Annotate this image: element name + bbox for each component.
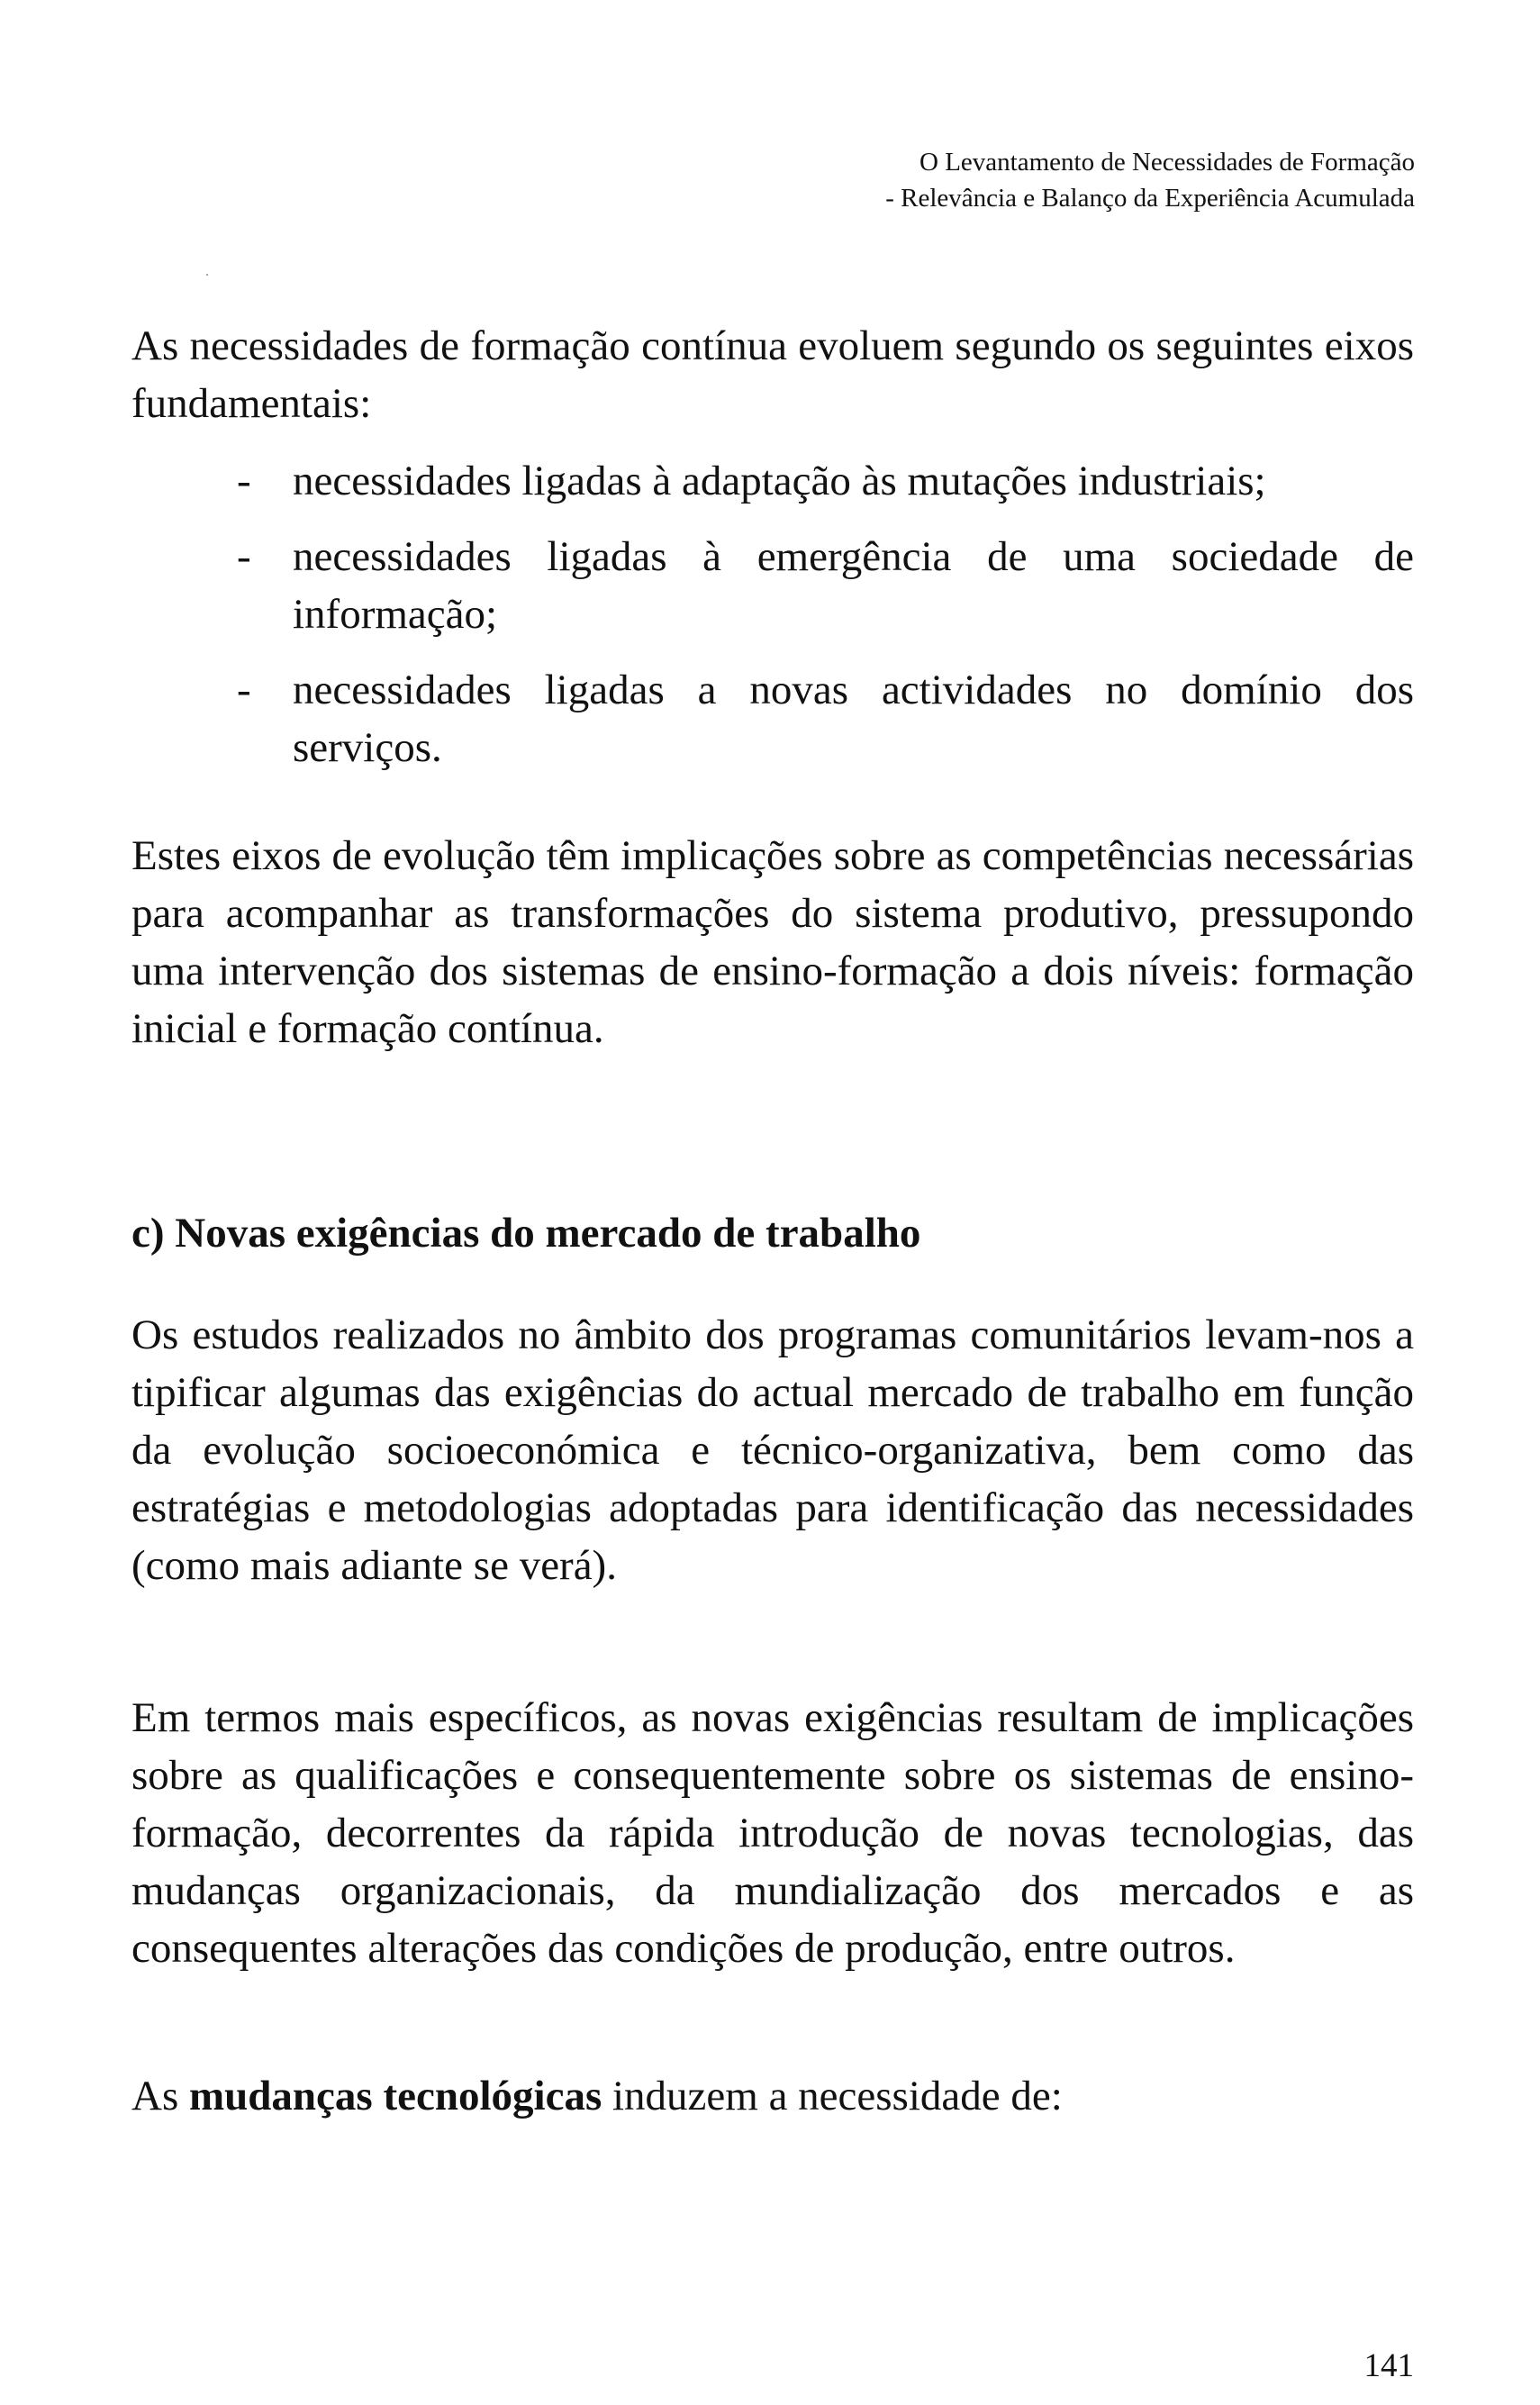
bullet-dash-3: - [237, 667, 251, 713]
closing-emphasis: mudanças tecnológicas [188, 2073, 602, 2119]
section-heading: c) Novas exigências do mercado de trabalho [131, 1210, 921, 1257]
bullet-dash-2: - [237, 533, 251, 580]
specific-requirements-paragraph: Em termos mais específicos, as novas exigências resultam de implicações sobre as qualificações e consequentemente sobre os sistemas de ensino-formação, decorrentes da rápida introdução de novas tecnologias, das mudanças organizacionais, da mundialização dos mercados e as consequentes alterações das condições de produção, entre outros. [131, 1694, 1414, 1972]
running-header [885, 144, 1415, 216]
closing-suffix: induzem a necessidade de: [602, 2073, 1063, 2119]
running-header-line-2: - Relevância e Balanço da Experiência Acumulada [885, 184, 1415, 213]
running-header-line-1: O Levantamento de Necessidades de Formação [919, 148, 1415, 177]
bullet-item-3: necessidades ligadas a novas actividades no domínio dos serviços. [293, 667, 1414, 771]
closing-paragraph [131, 2067, 1414, 2125]
scan-speck [206, 274, 208, 276]
axes-implications-paragraph: Estes eixos de evolução têm implicações sobre as competências necessárias para acompanhar as transformações do sistema produtivo, pressupondo uma intervenção dos sistemas de ensino-formação a dois níveis: formação inicial e formação contínua. [131, 832, 1414, 1052]
bullet-item-1: necessidades ligadas à adaptação às mutações industriais; [293, 458, 1266, 504]
bullet-item-2: necessidades ligadas à emergência de uma sociedade de informação; [293, 533, 1414, 638]
bullet-dash-1: - [237, 458, 251, 504]
intro-paragraph: As necessidades de formação contínua evoluem segundo os seguintes eixos fundamentais: [131, 322, 1414, 427]
studies-paragraph: Os estudos realizados no âmbito dos programas comunitários levam-nos a tipificar algumas das exigências do actual mercado de trabalho em função da evolução socioeconómica e técnico-organizativa, bem como das estratégias e metodologias adoptadas para identificação das necessidades (como mais adiante se verá). [131, 1311, 1414, 1589]
closing-prefix: As [131, 2073, 189, 2119]
page-number: 141 [1363, 2347, 1414, 2384]
